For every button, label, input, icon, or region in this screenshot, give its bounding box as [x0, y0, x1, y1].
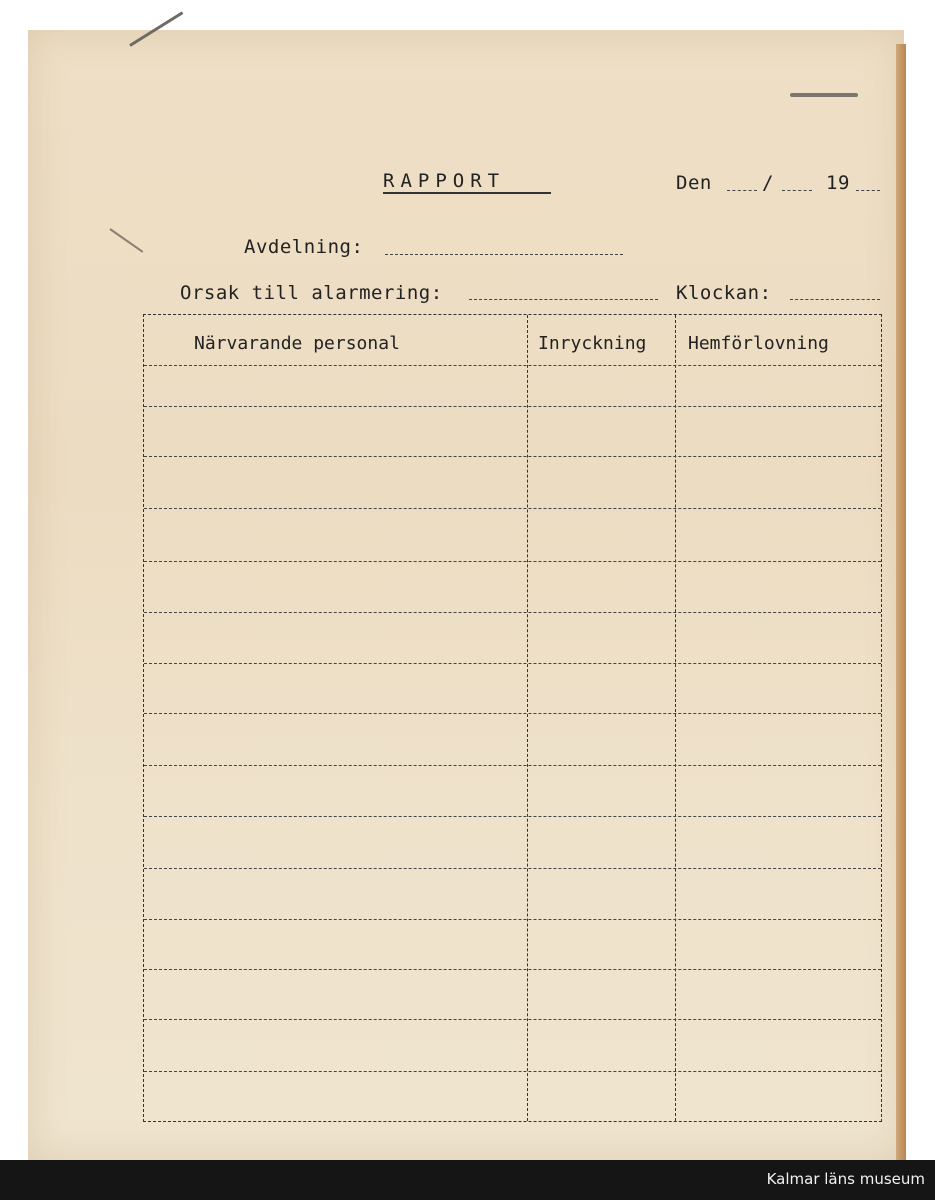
row-line	[144, 508, 881, 509]
row-line	[144, 713, 881, 714]
date-label: Den	[676, 172, 712, 194]
row-line	[144, 406, 881, 407]
column-divider	[527, 315, 528, 1121]
header-present-personnel: Närvarande personal	[194, 333, 400, 354]
personnel-table	[143, 314, 882, 1122]
row-line	[144, 561, 881, 562]
staple-right	[790, 93, 858, 97]
report-title-underline	[383, 192, 551, 194]
row-line	[144, 816, 881, 817]
date-month-blank	[782, 190, 812, 191]
column-divider	[675, 315, 676, 1121]
row-line	[144, 868, 881, 869]
row-line	[144, 1019, 881, 1020]
row-line	[144, 765, 881, 766]
department-blank	[385, 254, 623, 255]
header-dismissal: Hemförlovning	[688, 333, 829, 354]
row-line	[144, 612, 881, 613]
row-line	[144, 969, 881, 970]
report-title: RAPPORT	[383, 170, 506, 192]
date-year-prefix: 19	[826, 172, 850, 194]
row-line	[144, 919, 881, 920]
paper-stack-edge	[896, 44, 906, 1160]
header-bottom-line	[144, 365, 881, 366]
alarm-reason-label: Orsak till alarmering:	[180, 282, 443, 304]
row-line	[144, 456, 881, 457]
department-label: Avdelning:	[244, 236, 364, 258]
museum-credit-bar	[0, 1160, 935, 1200]
row-line	[144, 1071, 881, 1072]
time-blank	[790, 299, 880, 300]
alarm-reason-blank	[469, 299, 658, 300]
row-line	[144, 663, 881, 664]
header-reporting-in: Inryckning	[538, 333, 647, 354]
date-separator: /	[762, 172, 774, 194]
date-year-blank	[856, 190, 880, 191]
time-label: Klockan:	[676, 282, 772, 304]
museum-credit: Kalmar läns museum	[766, 1170, 925, 1188]
date-day-blank	[727, 190, 757, 191]
